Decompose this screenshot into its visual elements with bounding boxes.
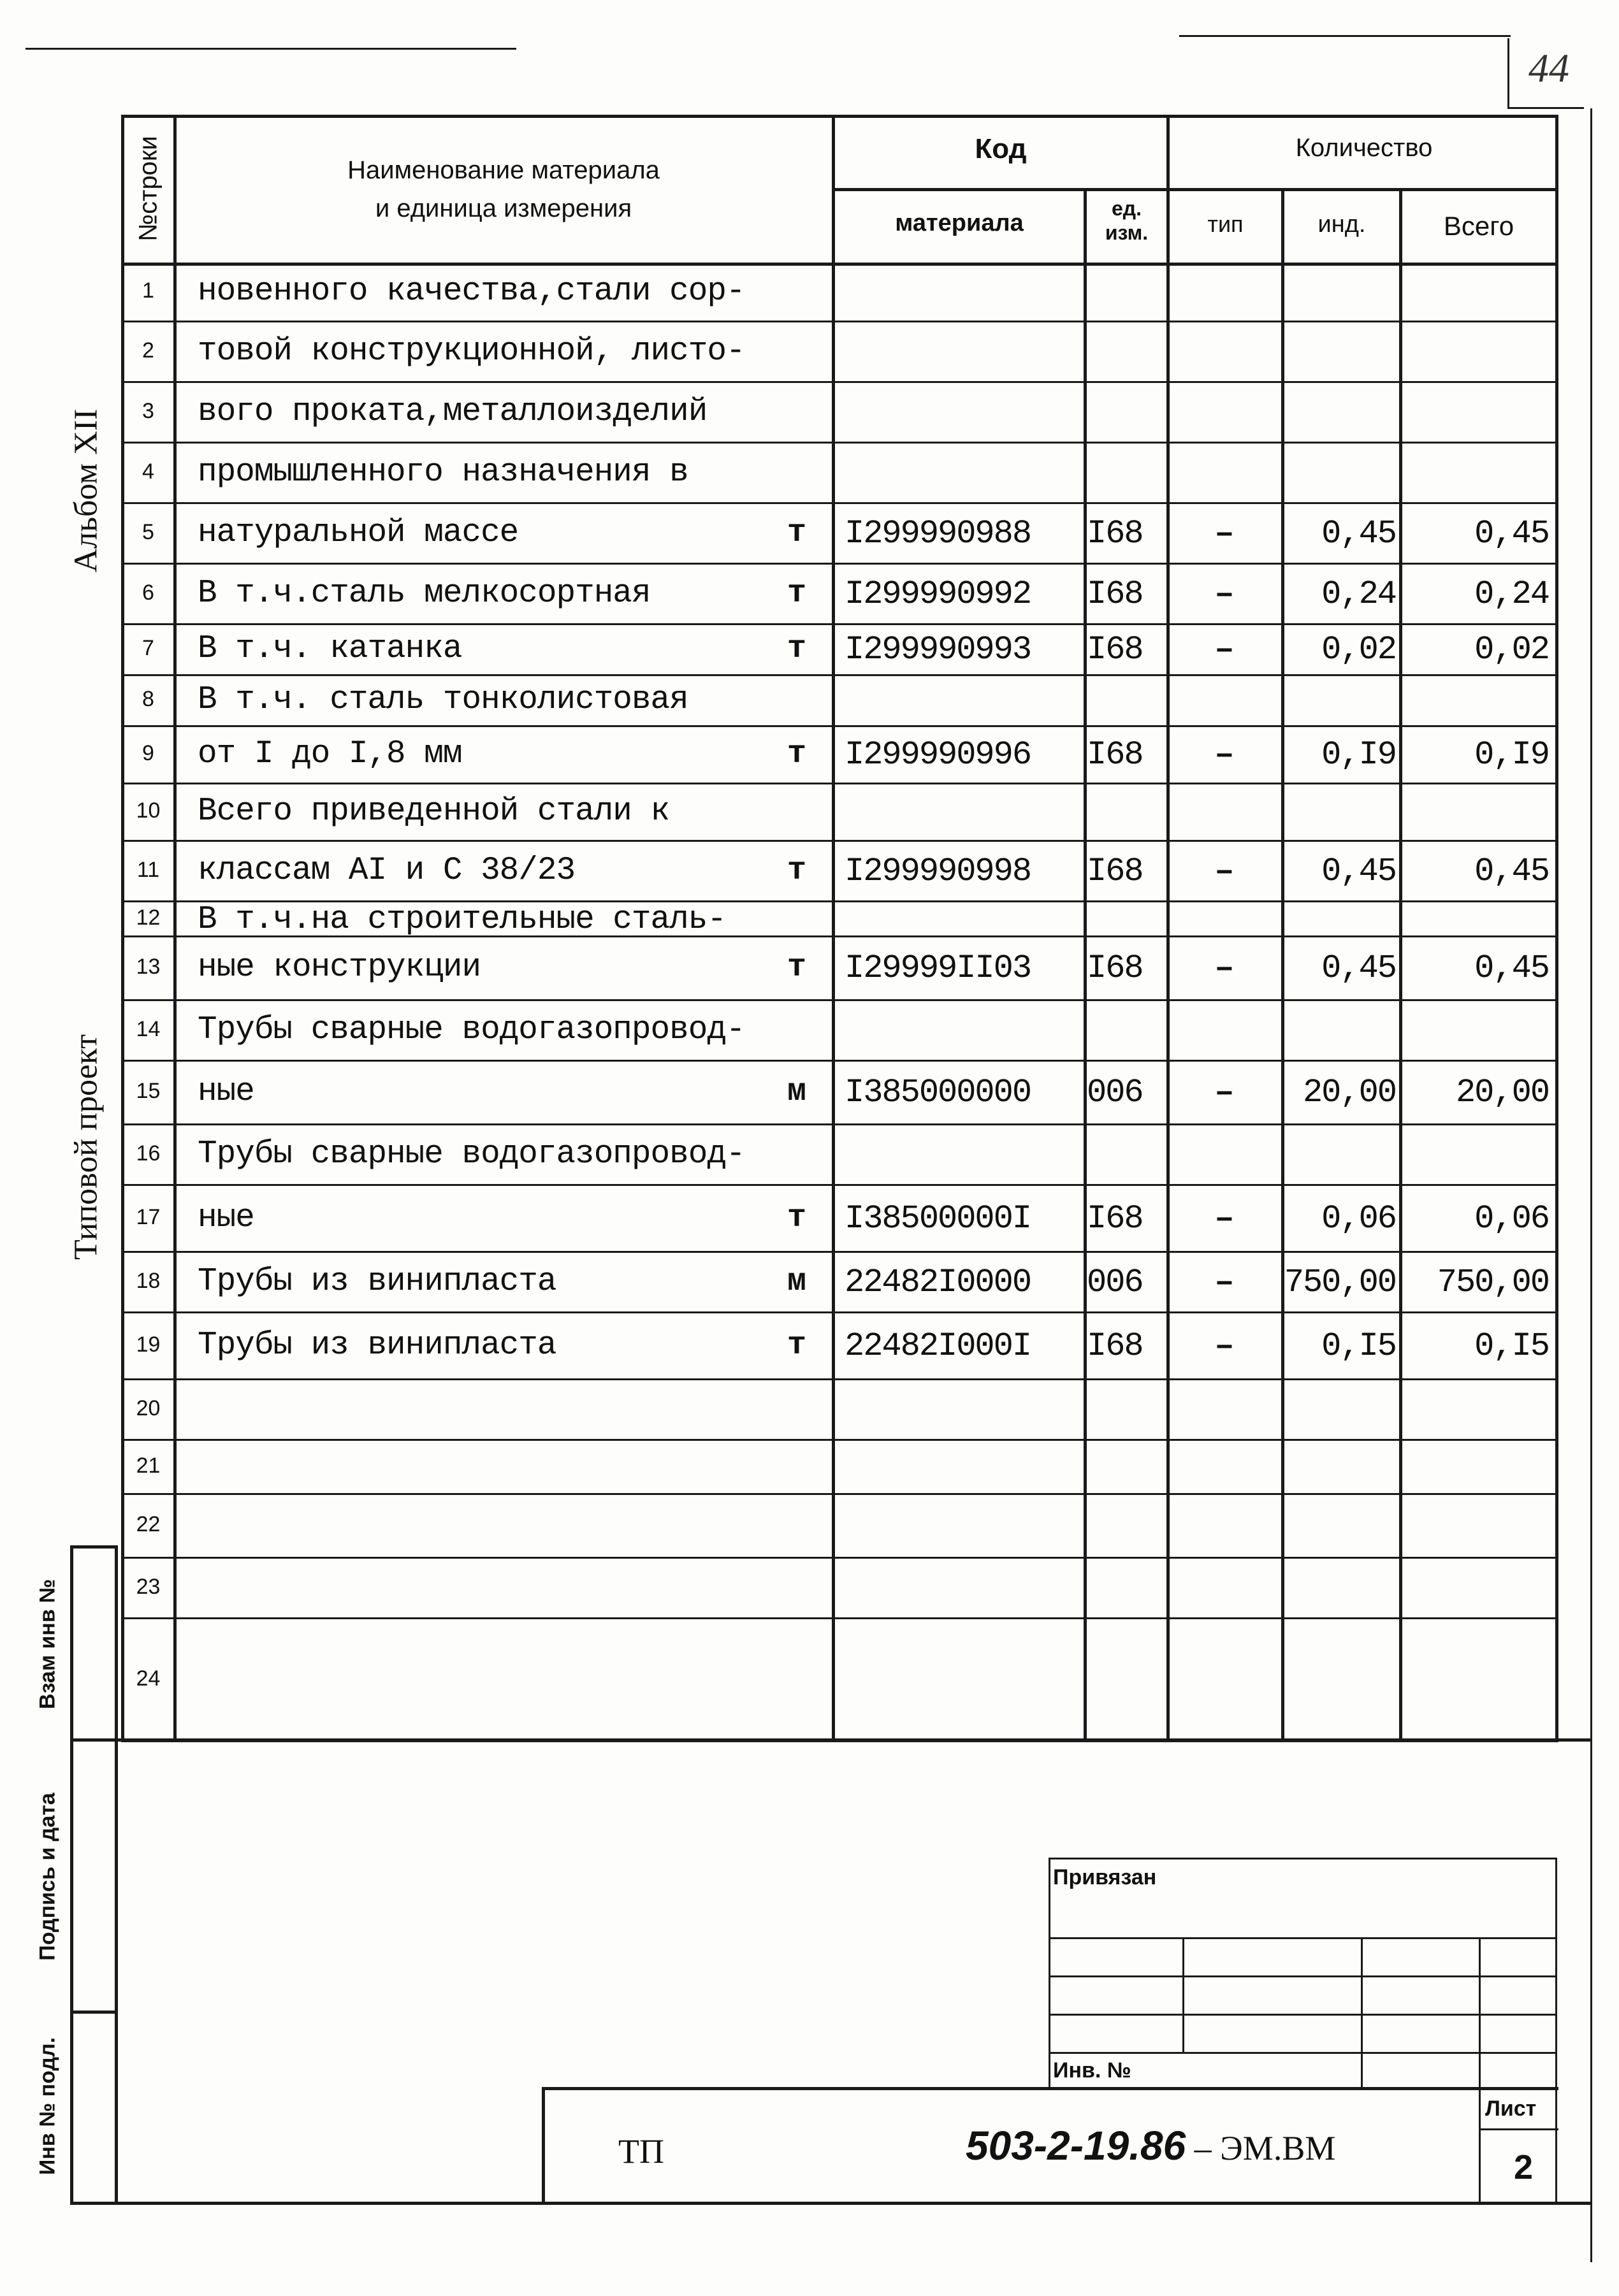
name-header-line2: и единица измерения: [375, 194, 632, 222]
tb-line-privyazan-top: [1049, 1858, 1555, 1859]
table-row: [121, 1440, 1558, 1494]
row-ind: 0,06: [1321, 1200, 1396, 1238]
row-ind: 0,02: [1321, 631, 1396, 668]
materials-table: [121, 115, 1558, 1742]
row-number: 15: [136, 1079, 161, 1103]
row-number-header-text: №строки: [134, 136, 163, 242]
signature-date-label: Подпись и дата: [35, 1793, 60, 1961]
document-designation: [966, 2122, 1335, 2169]
privyazan-label: Привязан: [1053, 1865, 1157, 1889]
row-number: 2: [142, 338, 154, 363]
row-unit: м: [787, 1264, 806, 1300]
row-number: 13: [136, 955, 161, 979]
album-label: Альбом XII: [68, 408, 105, 573]
designation-suffix: ЭМ.ВМ: [1220, 2129, 1336, 2167]
tb-main-top: [542, 2087, 1558, 2090]
table-row: [121, 1000, 1558, 1061]
type-header: тип: [1207, 211, 1244, 237]
row-unit: т: [787, 1327, 806, 1364]
row-ed: 006: [1087, 1264, 1143, 1301]
sheet-number: 44: [1528, 45, 1569, 90]
row-number: 16: [136, 1141, 161, 1166]
row-ed: I68: [1087, 575, 1143, 613]
row-total: 0,45: [1474, 853, 1549, 890]
row-ed: 006: [1087, 1074, 1143, 1111]
quantity-header: Количество: [1295, 134, 1433, 162]
row-total: 0,24: [1474, 575, 1549, 613]
row-ed: I68: [1087, 631, 1143, 668]
header-mid-line: [832, 188, 1558, 191]
row-total: 0,I5: [1474, 1327, 1549, 1365]
right-frame-edge: [1590, 108, 1592, 2262]
unit-header-line1: ед.: [1112, 197, 1142, 220]
row-tip: –: [1214, 515, 1233, 552]
list-label: Лист: [1485, 2097, 1537, 2121]
top-rule-right: [1179, 35, 1511, 37]
row-ed: I68: [1087, 1200, 1143, 1238]
row-number: 21: [136, 1454, 161, 1478]
row-total: 20,00: [1455, 1074, 1549, 1111]
row-total: 0,45: [1474, 515, 1549, 552]
row-number: 1: [142, 278, 154, 303]
row-number: 12: [136, 906, 161, 930]
tb-main-left: [542, 2087, 545, 2202]
row-material-name: Трубы из винипласта: [198, 1327, 556, 1364]
row-number: 23: [136, 1575, 161, 1599]
table-row: [121, 1619, 1558, 1742]
row-number: 10: [136, 798, 161, 823]
row-number: 3: [142, 399, 154, 423]
row-tip: –: [1214, 1200, 1233, 1238]
row-number: 22: [136, 1512, 161, 1536]
row-ed: I68: [1087, 949, 1143, 987]
strip-inner-line: [115, 1545, 118, 2202]
row-code: I299990992: [845, 575, 1031, 613]
row-ind: 0,24: [1321, 575, 1396, 613]
row-ind: 750,00: [1284, 1264, 1396, 1301]
row-total: 750,00: [1437, 1264, 1549, 1301]
total-header: Всего: [1443, 211, 1514, 241]
row-code: I38500000I: [845, 1200, 1031, 1238]
vzam-inv-label: Взам инв №: [35, 1578, 60, 1710]
row-unit: м: [787, 1074, 806, 1110]
row-ed: I68: [1087, 853, 1143, 890]
designation-separator: –: [1186, 2129, 1221, 2167]
row-material-name: В т.ч. сталь тонколистовая: [198, 682, 688, 718]
row-tip: –: [1214, 949, 1233, 987]
row-code: 22482I0000: [845, 1264, 1031, 1301]
row-ed: I68: [1087, 515, 1143, 552]
row-number: 8: [142, 687, 154, 711]
row-number: 11: [136, 858, 160, 882]
row-ind: 0,45: [1321, 515, 1396, 552]
material-header: материала: [895, 210, 1024, 236]
row-material-name: ные: [198, 1200, 254, 1236]
table-row: [121, 1313, 1558, 1380]
row-code: 22482I000I: [845, 1327, 1031, 1365]
row-ind: 0,45: [1321, 853, 1396, 890]
row-total: 0,06: [1474, 1200, 1549, 1238]
tb-col-3: [1479, 1937, 1481, 2202]
row-material-name: В т.ч. катанка: [198, 631, 462, 667]
table-row: [121, 1125, 1558, 1185]
row-tip: –: [1214, 1327, 1233, 1365]
row-material-name: Трубы из винипласта: [198, 1264, 556, 1300]
row-number: 4: [142, 459, 154, 484]
row-tip: –: [1214, 853, 1233, 890]
unit-header-line2: изм.: [1105, 221, 1149, 244]
row-number: 18: [136, 1269, 161, 1293]
name-header-line1: Наименование материала: [347, 156, 660, 184]
table-row: [121, 564, 1558, 625]
row-material-name: вого проката,металлоизделий: [198, 394, 708, 430]
row-material-name: Трубы сварные водогазопровод-: [198, 1012, 745, 1048]
strip-sep-1: [70, 1738, 1590, 1742]
row-code: I29999II03: [845, 949, 1031, 987]
top-rule: [25, 48, 516, 50]
row-tip: –: [1214, 1264, 1233, 1301]
table-row: [121, 503, 1558, 564]
row-tip: –: [1214, 575, 1233, 613]
table-row: [121, 1252, 1558, 1313]
row-number: 7: [142, 636, 154, 660]
row-unit: т: [787, 949, 806, 986]
row-unit: т: [787, 575, 806, 612]
project-label: Типовой проект: [68, 1034, 105, 1260]
row-material-name: ные: [198, 1074, 254, 1110]
row-code: I299990998: [845, 853, 1031, 890]
inv-podl-label: Инв № подл.: [35, 2037, 60, 2176]
code-header: Код: [975, 133, 1027, 164]
table-row: [121, 1558, 1558, 1619]
row-number: 9: [142, 741, 154, 765]
row-ind: 20,00: [1302, 1074, 1396, 1111]
row-unit: т: [787, 515, 806, 551]
row-unit: т: [787, 1200, 806, 1236]
strip-outer-left: [70, 1545, 73, 2202]
table-row: [121, 322, 1558, 382]
row-total: 0,I9: [1474, 736, 1549, 774]
table-row: [121, 443, 1558, 503]
row-material-name: В т.ч.на строительные сталь-: [198, 902, 726, 938]
designation-main: 503-2-19.86: [966, 2123, 1186, 2169]
row-number: 20: [136, 1396, 161, 1420]
row-number: 19: [136, 1332, 161, 1357]
row-material-name: ные конструкции: [198, 949, 481, 986]
table-row: [121, 625, 1558, 675]
row-ind: 0,45: [1321, 949, 1396, 987]
table-row: [121, 726, 1558, 784]
row-unit: т: [787, 853, 806, 889]
row-total: 0,45: [1474, 949, 1549, 987]
row-ind: 0,I5: [1321, 1327, 1396, 1365]
frame-bottom: [70, 2202, 1590, 2205]
row-tip: –: [1214, 1074, 1233, 1111]
row-number: 17: [136, 1205, 161, 1229]
sheet-number-frame-bottom: [1507, 107, 1584, 109]
row-unit: т: [787, 736, 806, 772]
tb-col-1: [1182, 1937, 1184, 2052]
strip-top: [70, 1545, 118, 1549]
row-number: 14: [136, 1017, 161, 1041]
table-row: [121, 1061, 1558, 1125]
row-material-name: от I до I,8 мм: [198, 736, 462, 772]
row-number: 5: [142, 520, 154, 544]
row-tip: –: [1214, 631, 1233, 668]
tb-list-sep: [1479, 2128, 1558, 2130]
strip-sep-2: [70, 2011, 118, 2014]
table-row: [121, 263, 1558, 322]
list-number: 2: [1513, 2148, 1534, 2186]
row-code: I299990988: [845, 515, 1031, 552]
row-code: I299990993: [845, 631, 1031, 668]
row-material-name: классам AI и С 38/23: [198, 853, 576, 889]
sheet-number-frame-left: [1507, 38, 1509, 108]
table-row: [121, 784, 1558, 841]
row-total: 0,02: [1474, 631, 1549, 668]
table-top-border: [121, 115, 1558, 118]
row-code: I299990996: [845, 736, 1031, 774]
tb-col-2: [1361, 1937, 1363, 2087]
row-material-name: новенного качества,стали сор-: [198, 273, 745, 310]
row-code: I385000000: [845, 1074, 1031, 1111]
row-number: 24: [136, 1666, 161, 1691]
table-row: [121, 1185, 1558, 1252]
table-row: [121, 675, 1558, 726]
table-row: [121, 1380, 1558, 1440]
row-number: 6: [142, 581, 154, 605]
row-material-name: товой конструкционной, листо-: [198, 333, 745, 370]
table-row: [121, 841, 1558, 902]
row-ed: I68: [1087, 1327, 1143, 1365]
row-ind: 0,I9: [1321, 736, 1396, 774]
row-tip: –: [1214, 736, 1233, 774]
table-row: [121, 1494, 1558, 1558]
row-material-name: Трубы сварные водогазопровод-: [198, 1136, 745, 1173]
table-row: [121, 902, 1558, 937]
tp-label: ТП: [618, 2132, 664, 2170]
row-material-name: натуральной массе: [198, 515, 519, 551]
row-unit: т: [787, 631, 806, 667]
table-row: [121, 937, 1558, 1000]
ind-header: инд.: [1318, 211, 1366, 238]
inv-no-label: Инв. №: [1053, 2058, 1131, 2083]
row-material-name: В т.ч.сталь мелкосортная: [198, 575, 651, 612]
row-material-name: промышленного назначения в: [198, 454, 688, 491]
table-row: [121, 382, 1558, 443]
row-ed: I68: [1087, 736, 1143, 774]
row-number-header: [123, 115, 174, 263]
row-material-name: Всего приведенной стали к: [198, 793, 670, 830]
